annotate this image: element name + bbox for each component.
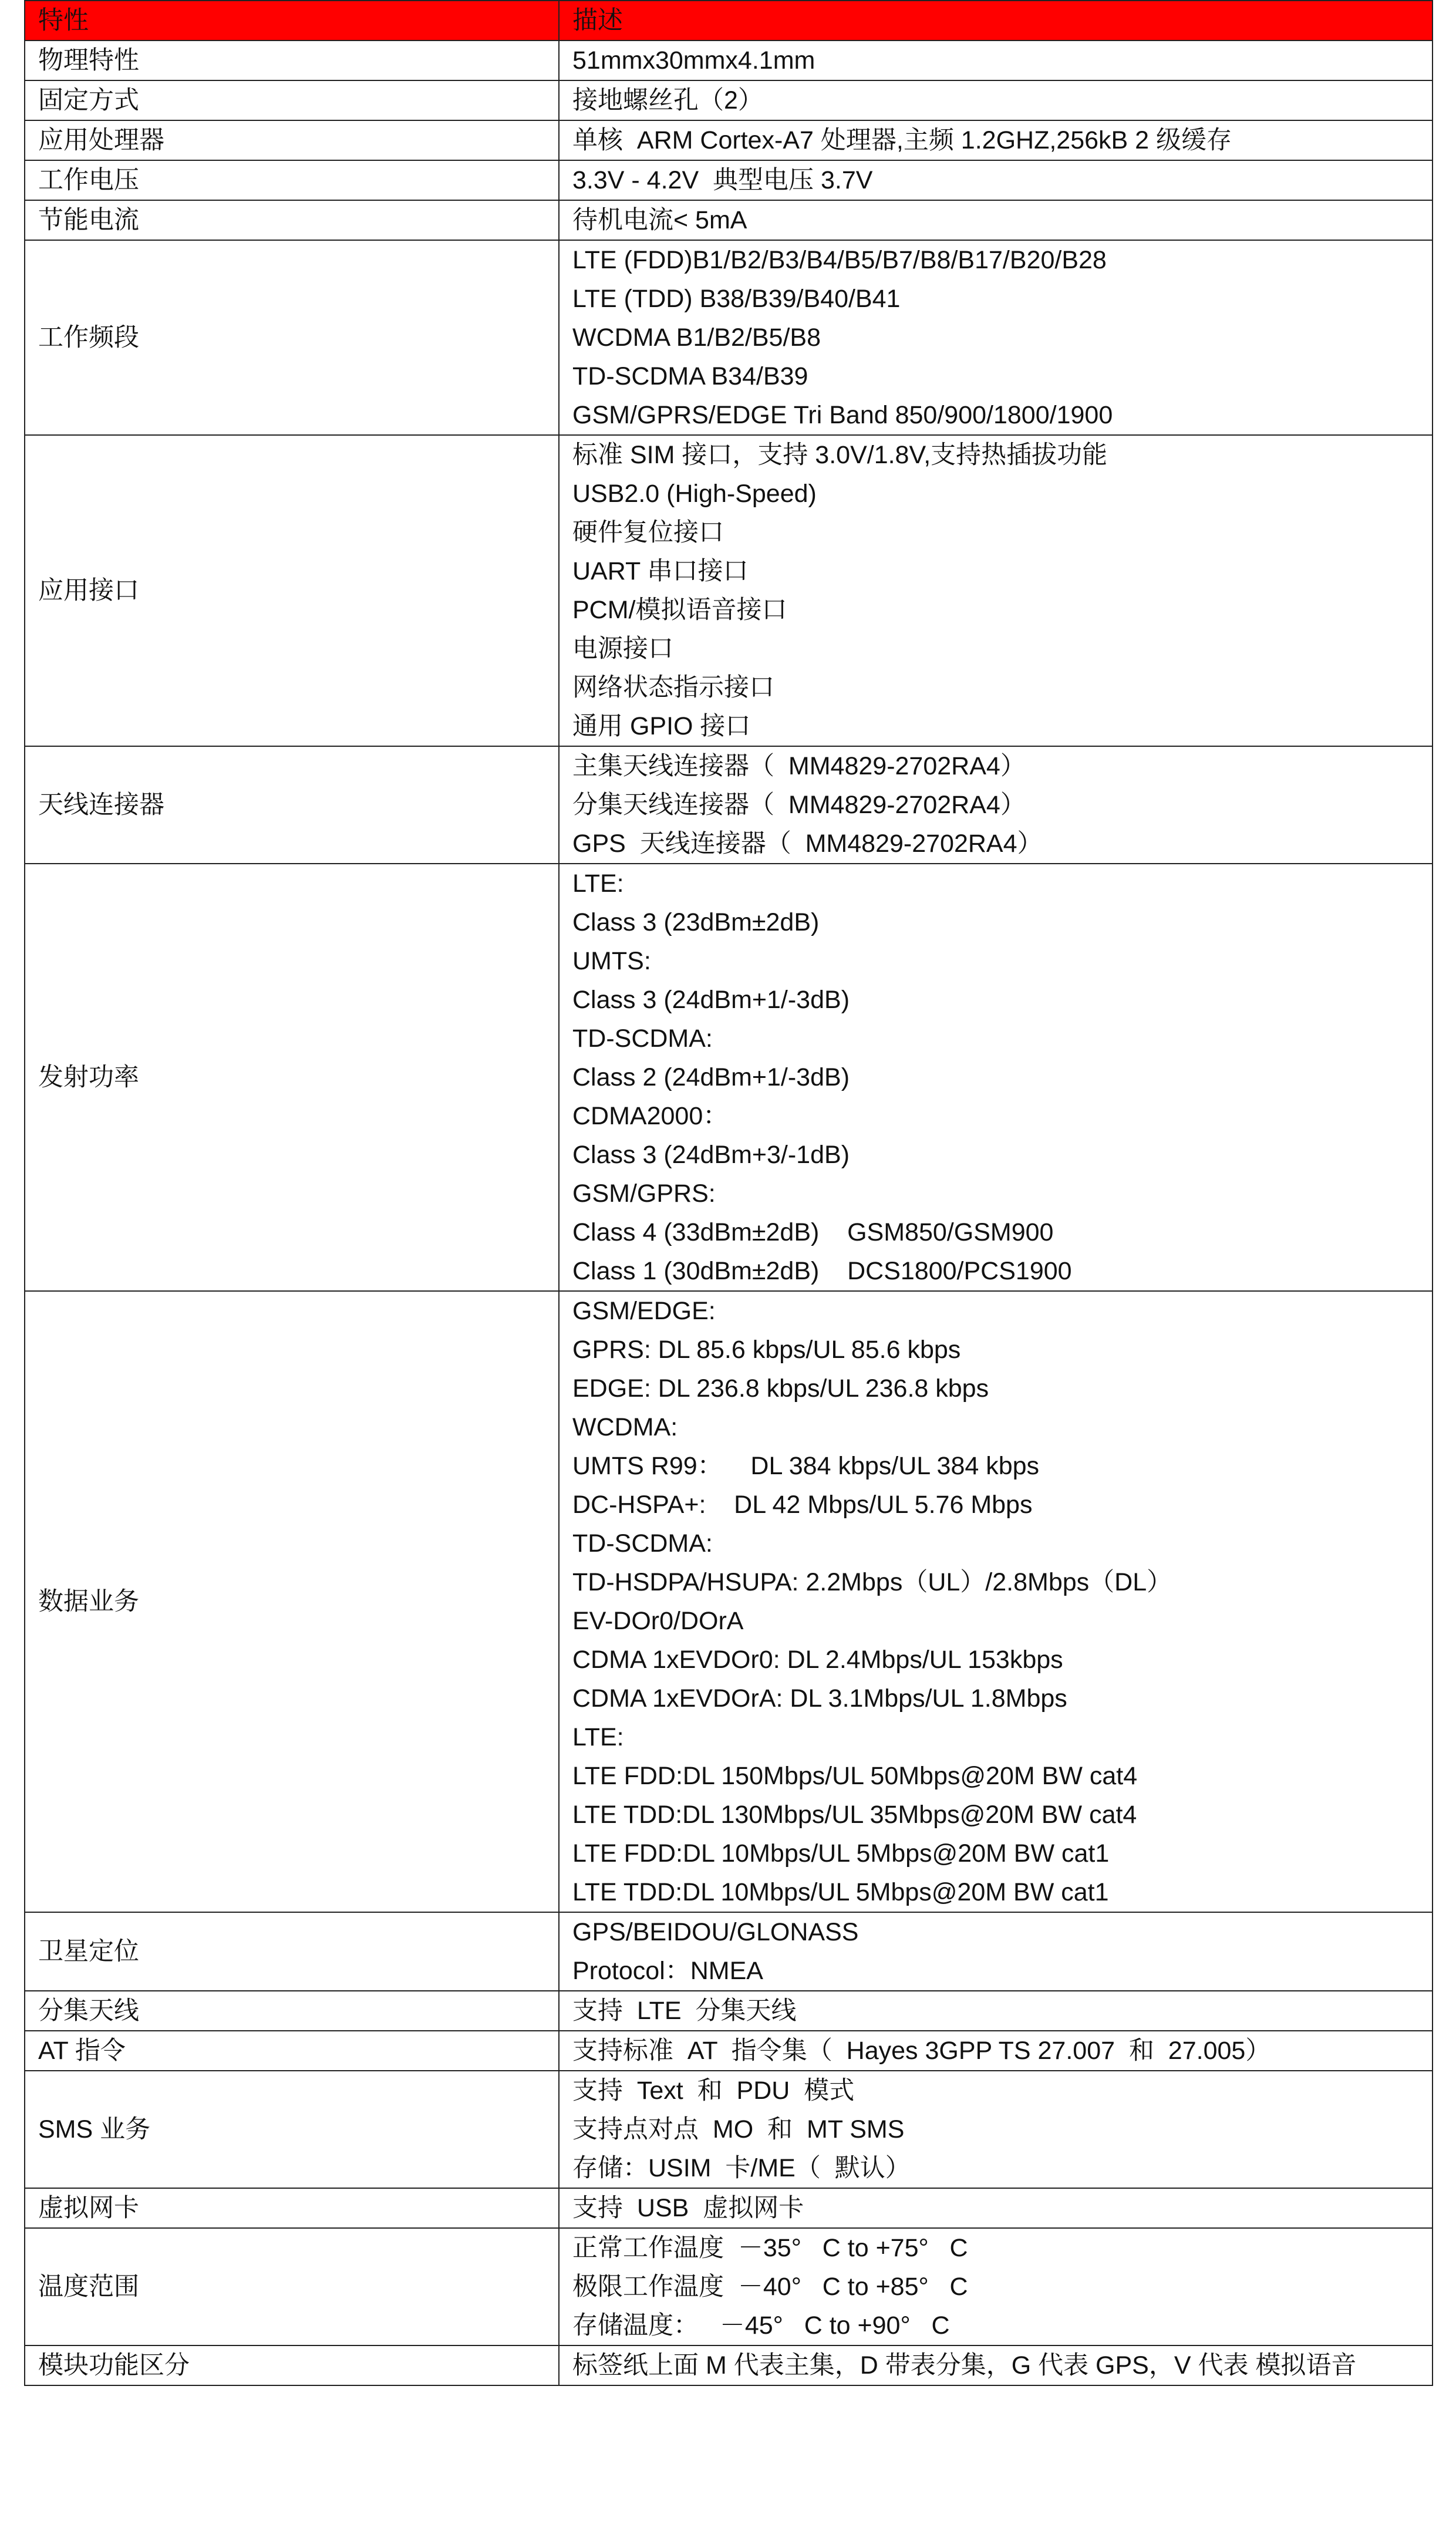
- description-cell: [559, 864, 1433, 1291]
- feature-cell: 工作频段: [25, 240, 559, 435]
- description-line: UMTS R99： DL 384 kbps/UL 384 kbps: [572, 1452, 1040, 1480]
- description-line: 网络状态指示接口: [572, 673, 774, 702]
- description-line: CDMA 1xEVDOr0: DL 2.4Mbps/UL 153kbps: [572, 1646, 1063, 1674]
- feature-cell: 数据业务: [25, 1291, 559, 1912]
- table-row: [25, 2031, 1433, 2071]
- description-line: LTE FDD:DL 150Mbps/UL 50Mbps@20M BW cat4: [572, 1762, 1138, 1790]
- description-line: 支持标准 AT 指令集（ Hayes 3GPP TS 27.007 和 27.005）: [572, 2037, 1271, 2065]
- table-row: [25, 1991, 1433, 2031]
- description-line: 存储：USIM 卡/ME（ 默认）: [572, 2154, 911, 2182]
- description-line: 3.3V - 4.2V 典型电压 3.7V: [572, 166, 873, 194]
- feature-cell: 温度范围: [25, 2228, 559, 2345]
- description-line: DC-HSPA+: DL 42 Mbps/UL 5.76 Mbps: [572, 1491, 1033, 1519]
- feature-cell: 发射功率: [25, 864, 559, 1291]
- feature-cell: SMS 业务: [25, 2071, 559, 2188]
- description-line: 通用 GPIO 接口: [572, 712, 751, 740]
- description-line: Class 3 (24dBm+3/-1dB): [572, 1141, 850, 1169]
- table-row: [25, 1912, 1433, 1991]
- description-line: WCDMA B1/B2/B5/B8: [572, 323, 821, 352]
- table-row: [25, 2188, 1433, 2228]
- description-line: LTE TDD:DL 10Mbps/UL 5Mbps@20M BW cat1: [572, 1878, 1109, 1906]
- table-row: [25, 1291, 1433, 1912]
- description-line: LTE:: [572, 869, 624, 898]
- description-line: GSM/GPRS:: [572, 1179, 716, 1208]
- description-line: PCM/模拟语音接口: [572, 596, 787, 624]
- description-line: 正常工作温度 －35° C to +75° C: [572, 2234, 968, 2262]
- feature-cell: 物理特性: [25, 41, 559, 80]
- table-row: [25, 435, 1433, 746]
- description-cell: [559, 746, 1433, 864]
- description-line: UART 串口接口: [572, 557, 749, 585]
- description-cell: [559, 435, 1433, 746]
- description-line: 电源接口: [572, 635, 673, 663]
- table-row: [25, 41, 1433, 80]
- description-cell: [559, 200, 1433, 240]
- description-line: 标签纸上面 M 代表主集，D 带表分集，G 代表 GPS，V 代表 模拟语音: [572, 2351, 1357, 2380]
- feature-cell: AT 指令: [25, 2031, 559, 2071]
- description-line: CDMA2000：: [572, 1102, 729, 1130]
- feature-cell: 应用接口: [25, 435, 559, 746]
- feature-cell: 工作电压: [25, 160, 559, 200]
- description-cell: [559, 1291, 1433, 1912]
- description-line: GSM/GPRS/EDGE Tri Band 850/900/1800/1900: [572, 401, 1113, 429]
- description-line: 单核 ARM Cortex-A7 处理器,主频 1.2GHZ,256kB 2 级缓存: [572, 126, 1232, 154]
- description-line: LTE (TDD) B38/B39/B40/B41: [572, 285, 901, 313]
- feature-cell: 应用处理器: [25, 120, 559, 160]
- description-line: LTE TDD:DL 130Mbps/UL 35Mbps@20M BW cat4: [572, 1801, 1137, 1829]
- feature-cell: 天线连接器: [25, 746, 559, 864]
- description-cell: [559, 1912, 1433, 1991]
- description-line: UMTS:: [572, 947, 651, 975]
- description-line: 标准 SIM 接口，支持 3.0V/1.8V,支持热插拔功能: [572, 441, 1108, 469]
- description-cell: [559, 2031, 1433, 2071]
- description-line: CDMA 1xEVDOrA: DL 3.1Mbps/UL 1.8Mbps: [572, 1684, 1067, 1713]
- description-line: EV-DOr0/DOrA: [572, 1607, 744, 1635]
- description-line: 硬件复位接口: [572, 518, 724, 547]
- table-row: [25, 864, 1433, 1291]
- feature-cell: 虚拟网卡: [25, 2188, 559, 2228]
- table-row: [25, 160, 1433, 200]
- description-line: TD-SCDMA B34/B39: [572, 362, 808, 390]
- header-feature: 特性: [25, 1, 559, 41]
- description-line: TD-SCDMA:: [572, 1529, 713, 1558]
- description-line: TD-HSDPA/HSUPA: 2.2Mbps（UL）/2.8Mbps（DL）: [572, 1568, 1172, 1596]
- description-cell: [559, 2071, 1433, 2188]
- description-line: 主集天线连接器（ MM4829-2702RA4）: [572, 752, 1026, 780]
- table-row: [25, 120, 1433, 160]
- description-line: GSM/EDGE:: [572, 1297, 716, 1325]
- description-line: LTE (FDD)B1/B2/B3/B4/B5/B7/B8/B17/B20/B28: [572, 246, 1107, 274]
- description-cell: [559, 80, 1433, 120]
- table-row: [25, 746, 1433, 864]
- table-row: [25, 2071, 1433, 2188]
- description-cell: [559, 2228, 1433, 2345]
- description-cell: [559, 2188, 1433, 2228]
- description-line: Class 2 (24dBm+1/-3dB): [572, 1063, 850, 1091]
- description-line: 待机电流< 5mA: [572, 206, 747, 234]
- header-description: 描述: [559, 1, 1433, 41]
- description-line: TD-SCDMA:: [572, 1024, 713, 1053]
- description-line: WCDMA:: [572, 1413, 678, 1441]
- table-header: [25, 1, 1433, 41]
- feature-cell: 卫星定位: [25, 1912, 559, 1991]
- description-cell: [559, 160, 1433, 200]
- description-cell: [559, 240, 1433, 435]
- description-line: 支持 LTE 分集天线: [572, 1997, 797, 2025]
- feature-cell: 模块功能区分: [25, 2345, 559, 2385]
- description-line: Protocol：NMEA: [572, 1957, 763, 1985]
- description-line: LTE:: [572, 1723, 624, 1751]
- description-line: GPS 天线连接器（ MM4829-2702RA4）: [572, 830, 1043, 858]
- table-row: [25, 2345, 1433, 2385]
- description-line: Class 1 (30dBm±2dB) DCS1800/PCS1900: [572, 1257, 1072, 1285]
- description-line: LTE FDD:DL 10Mbps/UL 5Mbps@20M BW cat1: [572, 1839, 1110, 1868]
- feature-cell: 固定方式: [25, 80, 559, 120]
- description-line: Class 4 (33dBm±2dB) GSM850/GSM900: [572, 1218, 1054, 1246]
- table-row: [25, 80, 1433, 120]
- description-cell: [559, 41, 1433, 80]
- feature-cell: 分集天线: [25, 1991, 559, 2031]
- table-row: [25, 240, 1433, 435]
- description-line: GPRS: DL 85.6 kbps/UL 85.6 kbps: [572, 1336, 961, 1364]
- description-line: 支持点对点 MO 和 MT SMS: [572, 2115, 905, 2144]
- table-row: [25, 2228, 1433, 2345]
- header-row: [25, 1, 1433, 41]
- description-cell: [559, 120, 1433, 160]
- description-line: 支持 Text 和 PDU 模式: [572, 2077, 855, 2105]
- description-line: 存储温度： －45° C to +90° C: [572, 2311, 950, 2340]
- description-line: EDGE: DL 236.8 kbps/UL 236.8 kbps: [572, 1374, 989, 1403]
- description-line: GPS/BEIDOU/GLONASS: [572, 1918, 859, 1946]
- description-line: 支持 USB 虚拟网卡: [572, 2194, 804, 2222]
- description-line: Class 3 (23dBm±2dB): [572, 908, 820, 936]
- description-line: 极限工作温度 －40° C to +85° C: [572, 2273, 968, 2301]
- feature-cell: 节能电流: [25, 200, 559, 240]
- description-line: Class 3 (24dBm+1/-3dB): [572, 986, 850, 1014]
- spec-table: [24, 0, 1433, 2386]
- description-cell: [559, 2345, 1433, 2385]
- description-line: 接地螺丝孔（2）: [572, 86, 763, 114]
- description-line: USB2.0 (High-Speed): [572, 480, 817, 508]
- description-line: 分集天线连接器（ MM4829-2702RA4）: [572, 791, 1026, 819]
- table-row: [25, 200, 1433, 240]
- table-body: [25, 41, 1433, 2385]
- description-cell: [559, 1991, 1433, 2031]
- description-line: 51mmx30mmx4.1mm: [572, 46, 815, 75]
